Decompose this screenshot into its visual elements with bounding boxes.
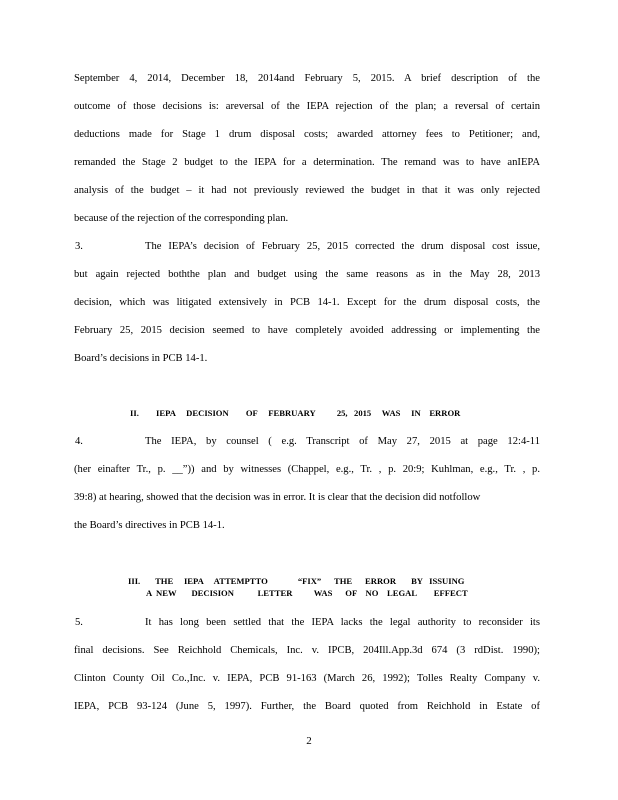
paragraph-line: September 4, 2014, December 18, 2014and February 5, 2015. A brief description of the xyxy=(74,73,540,84)
paragraph-first-line: The IEPA, by counsel ( e.g. Transcript of May 27, 2015 at page 12:4-11 xyxy=(145,436,540,447)
paragraph-first-line: The IEPA’s decision of February 25, 2015 corrected the drum disposal cost issue, xyxy=(145,241,540,252)
paragraph-line: February 25, 2015 decision seemed to have completely avoided addressing or implementing the xyxy=(74,325,540,336)
paragraph-line: 39:8) at hearing, showed that the decision was in error. It is clear that the decision did notfollow xyxy=(74,492,481,503)
paragraph-first-line: It has long been settled that the IEPA lacks the legal authority to reconsider its xyxy=(145,617,540,628)
paragraph-line: the Board’s directives in PCB 14-1. xyxy=(74,520,225,531)
paragraph-line: Board’s decisions in PCB 14-1. xyxy=(74,353,208,364)
paragraph-number: 3. xyxy=(75,241,83,252)
paragraph-line: Clinton County Oil Co.,Inc. v. IEPA, PCB 91-163 (March 26, 1992); Tolles Realty Company v. xyxy=(74,673,540,684)
paragraph-line: deductions made for Stage 1 drum disposal costs; awarded attorney fees to Petitioner; and, xyxy=(74,129,540,140)
section-heading: III. THE IEPA ATTEMPTTO “FIX” THE ERROR BY ISSUING xyxy=(128,576,465,586)
paragraph-line: final decisions. See Reichhold Chemicals, Inc. v. IPCB, 204Ill.App.3d 674 (3 rdDist. 1990); xyxy=(74,645,540,656)
paragraph-line: (her einafter Tr., p. __”)) and by witnesses (Chappel, e.g., Tr. , p. 20:9; Kuhlman, e.g., Tr. , p. xyxy=(74,464,540,475)
paragraph-line: decision, which was litigated extensively in PCB 14-1. Except for the drum disposal costs, the xyxy=(74,297,540,308)
section-heading: II. IEPA DECISION OF FEBRUARY 25, 2015 WAS IN ERROR xyxy=(130,408,461,418)
paragraph-line: analysis of the budget – it had not previously reviewed the budget in that it was only rejected xyxy=(74,185,540,196)
paragraph-line: outcome of those decisions is: areversal of the IEPA rejection of the plan; a reversal of certain xyxy=(74,101,540,112)
paragraph-line: remanded the Stage 2 budget to the IEPA for a determination. The remand was to have anIEPA xyxy=(74,157,540,168)
paragraph-line: IEPA, PCB 93-124 (June 5, 1997). Further, the Board quoted from Reichhold in Estate of xyxy=(74,701,540,712)
paragraph-line: because of the rejection of the corresponding plan. xyxy=(74,213,289,224)
page-number: 2 xyxy=(306,735,312,747)
section-heading-continued: A NEW DECISION LETTER WAS OF NO LEGAL EFFECT xyxy=(146,588,468,598)
paragraph-number: 5. xyxy=(75,617,83,628)
paragraph-number: 4. xyxy=(75,436,83,447)
paragraph-line: but again rejected boththe plan and budget using the same reasons as in the May 28, 2013 xyxy=(74,269,540,280)
